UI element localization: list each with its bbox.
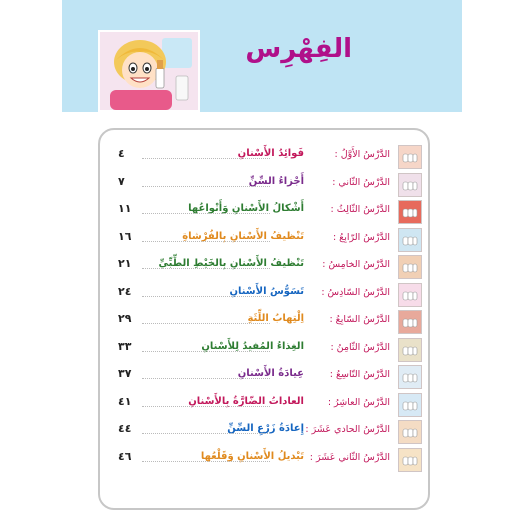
lesson-label: الدَّرْسُ السّادِسُ : bbox=[321, 286, 390, 298]
topic-title: أَجْزاءُ السِّنِّ bbox=[248, 175, 304, 187]
leader-dots bbox=[142, 241, 270, 242]
lesson-label: الدَّرْسُ التّاسِعُ : bbox=[329, 369, 390, 380]
page-number: ٤٤ bbox=[118, 422, 132, 435]
floss-icon bbox=[398, 255, 422, 279]
page-number: ٤١ bbox=[118, 394, 132, 408]
topic-title: أَشْكالُ الأَسْنانِ وَأَنْواعُها bbox=[188, 203, 304, 214]
leader-dots bbox=[142, 213, 270, 214]
toc-entry[interactable] bbox=[100, 447, 432, 473]
lesson-label: الدَّرْسُ العاشِرُ : bbox=[327, 396, 390, 408]
topic-title: فَوائِدُ الأَسْنانِ bbox=[237, 148, 304, 159]
lesson-label: الدَّرْسُ الأَوَّلُ : bbox=[334, 149, 390, 160]
topic-title: عِيادَةُ الأَسْنانِ bbox=[237, 368, 304, 379]
page-title: الفِهْرِس bbox=[245, 34, 352, 64]
page-number: ٢٩ bbox=[118, 312, 132, 325]
toc-entry[interactable] bbox=[100, 419, 432, 445]
lesson-label: الدَّرْسُ السّابِعُ : bbox=[329, 314, 390, 325]
page-number: ٣٧ bbox=[118, 367, 132, 380]
jaw-teeth-icon bbox=[398, 200, 422, 224]
tooth-diagram-icon bbox=[398, 173, 422, 197]
leader-dots bbox=[142, 433, 270, 434]
cartoon-girl-icon bbox=[100, 32, 198, 110]
baby-tooth-icon bbox=[398, 448, 422, 472]
topic-title: تَنْظيفُ الأَسْنانِ بِالخَيْطِ الطِّبِّيِّ bbox=[158, 258, 304, 269]
mascot-illustration bbox=[98, 30, 200, 112]
topic-title: إِعادَةُ زَرْعِ السِّنِّ bbox=[227, 423, 304, 434]
page-number: ٢٤ bbox=[118, 284, 132, 298]
toc-entry[interactable] bbox=[100, 199, 432, 225]
topic-title: العاداتُ الضّارَّةُ بِالأَسْنانِ bbox=[188, 395, 304, 407]
lesson-label: الدَّرْسُ الثّالِثُ : bbox=[330, 204, 390, 215]
page-number: ٣٣ bbox=[118, 339, 132, 353]
child-icon bbox=[398, 393, 422, 417]
topic-title: اِلْتِهابُ اللِّثَةِ bbox=[247, 313, 304, 324]
topic-title: الغِذاءُ المُفيدُ لِلأَسْنانِ bbox=[201, 340, 304, 352]
food-icon bbox=[398, 338, 422, 362]
page-number: ٤ bbox=[118, 147, 125, 160]
toc-entry[interactable] bbox=[100, 392, 432, 418]
topic-title: تَنْظيفُ الأَسْنانِ بِالفُرْشاةِ bbox=[182, 230, 304, 242]
toc-entry[interactable] bbox=[100, 144, 432, 170]
page-number: ٢١ bbox=[118, 257, 132, 270]
leader-dots bbox=[142, 268, 270, 269]
leader-dots bbox=[142, 351, 270, 352]
toc-entry[interactable] bbox=[100, 364, 432, 390]
toothbrush-icon bbox=[398, 228, 422, 252]
page-number: ١١ bbox=[118, 202, 132, 215]
leader-dots bbox=[142, 158, 270, 159]
lesson-label: الدَّرْسُ الثّامِنُ : bbox=[330, 341, 390, 353]
toc-entry[interactable] bbox=[100, 282, 432, 308]
leader-dots bbox=[142, 461, 270, 462]
gums-icon bbox=[398, 310, 422, 334]
leader-dots bbox=[142, 323, 270, 324]
decay-icon bbox=[398, 283, 422, 307]
page-number: ٧ bbox=[118, 174, 125, 188]
lesson-label: الدَّرْسُ الرّابِعُ : bbox=[332, 231, 390, 243]
lesson-label: الدَّرْسُ الخامِسُ : bbox=[322, 259, 390, 270]
leader-dots bbox=[142, 296, 270, 297]
lesson-label: الدَّرْسُ الثّاني عَشَرَ : bbox=[309, 451, 390, 463]
topic-title: تَبْديلُ الأَسْنانِ وَقَلْعُها bbox=[200, 450, 304, 462]
leader-dots bbox=[142, 378, 270, 379]
smiling-child-icon bbox=[398, 420, 422, 444]
table-of-contents bbox=[98, 128, 430, 510]
teeth-row-icon bbox=[398, 145, 422, 169]
leader-dots bbox=[142, 406, 270, 407]
lesson-label: الدَّرْسُ الحادي عَشَرَ : bbox=[305, 424, 390, 435]
toc-entry[interactable] bbox=[100, 227, 432, 253]
lesson-label: الدَّرْسُ الثّاني : bbox=[332, 176, 390, 188]
dental-chair-icon bbox=[398, 365, 422, 389]
page-number: ١٦ bbox=[118, 229, 132, 243]
toc-entry[interactable] bbox=[100, 337, 432, 363]
topic-title: تَسَوُّسُ الأَسْنانِ bbox=[229, 285, 304, 297]
toc-entry[interactable] bbox=[100, 254, 432, 280]
toc-entry[interactable] bbox=[100, 172, 432, 198]
leader-dots bbox=[142, 186, 270, 187]
toc-entry[interactable] bbox=[100, 309, 432, 335]
page-number: ٤٦ bbox=[118, 449, 132, 463]
